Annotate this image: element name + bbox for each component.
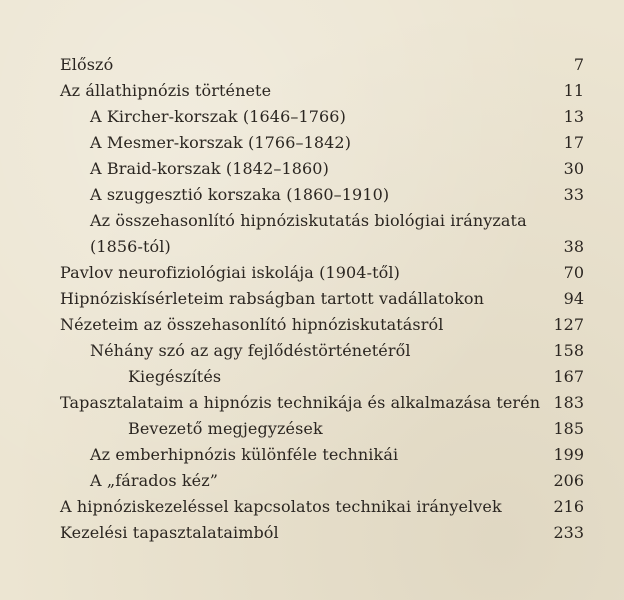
toc-entry-page: 216 — [553, 497, 584, 516]
toc-entry-title: A Kircher-korszak (1646–1766) — [90, 107, 346, 126]
toc-entry-page: 13 — [563, 107, 584, 126]
toc-entry-nezeteim — [0, 315, 624, 341]
toc-entry-allathipnozis-tortenete — [0, 81, 624, 107]
toc-entry-farados-kez — [0, 471, 624, 497]
toc-entry-page: 158 — [553, 341, 584, 360]
toc-entry-tapasztalataim — [0, 393, 624, 419]
toc-entry-page: 167 — [553, 367, 584, 386]
toc-entry-page: 185 — [553, 419, 584, 438]
toc-entry-title: A szuggesztió korszaka (1860–1910) — [90, 185, 390, 204]
toc-entry-emberhipnozis — [0, 445, 624, 471]
toc-entry-kircher-korszak — [0, 107, 624, 133]
toc-entry-title: Az emberhipnózis különféle technikái — [90, 445, 399, 464]
toc-entry-title: Az összehasonlító hipnóziskutatás biológiai irányzata — [90, 211, 527, 230]
toc-entry-page: 127 — [553, 315, 584, 334]
toc-entry-page: 233 — [553, 523, 584, 542]
toc-entry-title: Pavlov neurofiziológiai iskolája (1904-től) — [60, 263, 400, 282]
toc-entry-pavlov — [0, 263, 624, 289]
toc-entry-kiegeszites — [0, 367, 624, 393]
toc-entry-title: Bevezető megjegyzések — [128, 419, 323, 438]
toc-entry-title: Néhány szó az agy fejlődéstörténetéről — [90, 341, 411, 360]
toc-entry-page: 70 — [563, 263, 584, 282]
toc-entry-biologiai-iranyzata-cont — [0, 237, 624, 263]
toc-entry-title: Az állathipnózis története — [60, 81, 272, 100]
toc-entry-title: A hipnóziskezeléssel kapcsolatos technikai irányelvek — [60, 497, 502, 516]
toc-entry-page: 11 — [563, 81, 584, 100]
toc-entry-eloszo — [0, 55, 624, 81]
toc-entry-page: 17 — [563, 133, 584, 152]
toc-entry-page: 33 — [563, 185, 584, 204]
toc-entry-title: Hipnóziskísérleteim rabságban tartott vadállatokon — [60, 289, 485, 308]
toc-entry-title: Előszó — [60, 55, 114, 74]
toc-entry-technikai-iranyelvek — [0, 497, 624, 523]
toc-entry-page: 199 — [553, 445, 584, 464]
toc-entry-page: 30 — [563, 159, 584, 178]
toc-entry-title: A Mesmer-korszak (1766–1842) — [90, 133, 352, 152]
toc-entry-title: A „fárados kéz” — [90, 471, 219, 490]
toc-entry-title: (1856-tól) — [90, 237, 171, 256]
toc-entry-braid-korszak — [0, 159, 624, 185]
toc-entry-kezelesi-tapasztalataim — [0, 523, 624, 549]
toc-entry-title: Nézeteim az összehasonlító hipnóziskutatásról — [60, 315, 444, 334]
toc-entry-page: 183 — [553, 393, 584, 412]
toc-entry-title: Kezelési tapasztalataimból — [60, 523, 279, 542]
toc-entry-title: A Braid-korszak (1842–1860) — [90, 159, 329, 178]
toc-entry-hipnoziskiserleteim — [0, 289, 624, 315]
toc-entry-mesmer-korszak — [0, 133, 624, 159]
toc-entry-page: 38 — [563, 237, 584, 256]
toc-entry-title: Kiegészítés — [128, 367, 222, 386]
toc-entry-bevezeto-megjegyzesek — [0, 419, 624, 445]
toc-entry-page: 7 — [573, 55, 584, 74]
toc-entry-agy-fejlodestortenete — [0, 341, 624, 367]
toc-entry-title: Tapasztalataim a hipnózis technikája és alkalmazása terén — [60, 393, 541, 412]
toc-entry-page: 206 — [553, 471, 584, 490]
toc-entry-page: 94 — [563, 289, 584, 308]
toc-entry-szuggesztio-korszaka — [0, 185, 624, 211]
toc-entry-biologiai-iranyzata — [0, 211, 624, 237]
